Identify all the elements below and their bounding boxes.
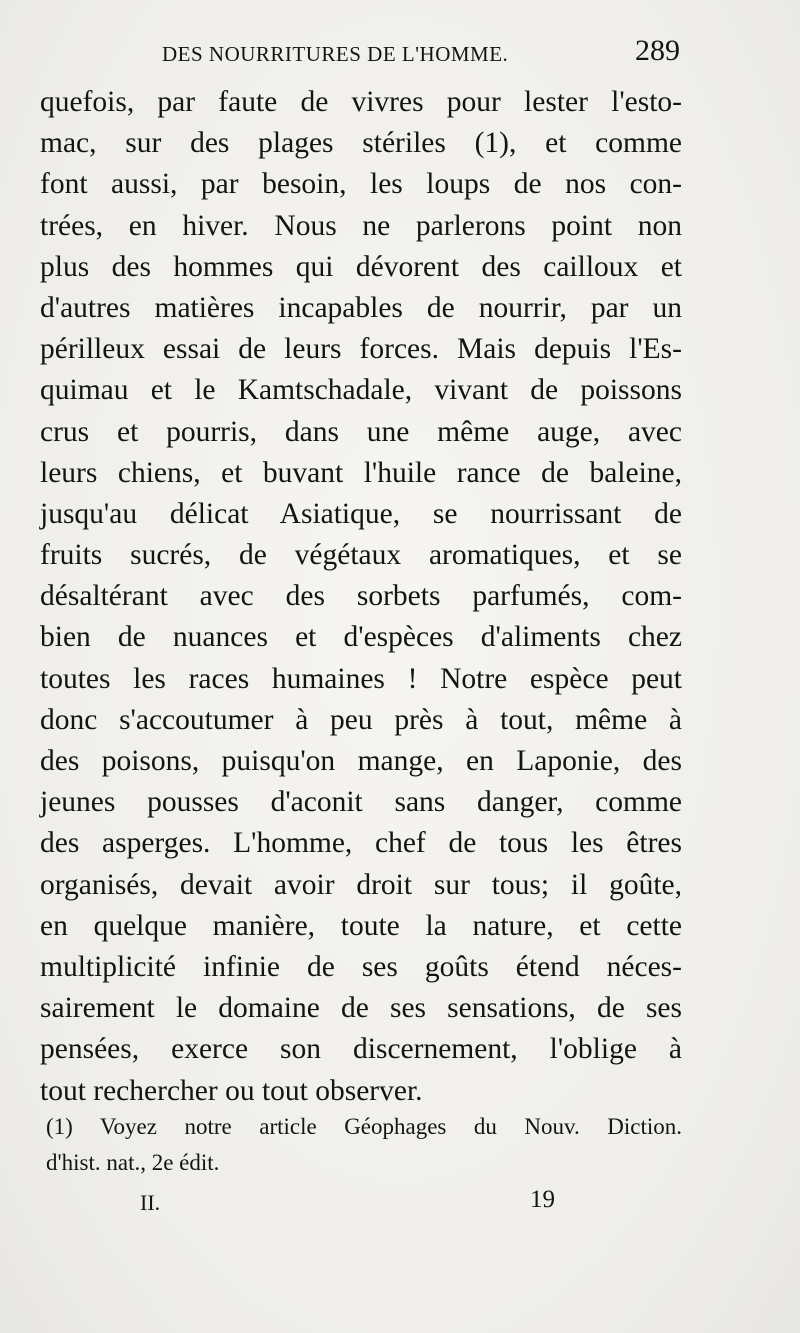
text-line: d'autres matières incapables de nourrir, par un <box>40 291 682 324</box>
text-line: sairement le domaine de ses sensations, de ses <box>40 992 682 1025</box>
footnote <box>46 1109 682 1181</box>
text-line: font aussi, par besoin, les loups de nos con- <box>40 168 682 201</box>
text-line: multiplicité infinie de ses goûts étend néces- <box>40 950 682 983</box>
text-line: quimau et le Kamtschadale, vivant de poissons <box>40 374 682 407</box>
text-line: fruits sucrés, de végétaux aromatiques, et se <box>40 539 682 572</box>
text-line: jusqu'au délicat Asiatique, se nourrissant de <box>40 497 682 530</box>
text-line: tout rechercher ou tout observer. <box>40 1074 423 1107</box>
text-line: toutes les races humaines ! Notre espèce peut <box>40 662 682 695</box>
text-line: jeunes pousses d'aconit sans danger, comme <box>40 786 682 819</box>
text-line: leurs chiens, et buvant l'huile rance de baleine, <box>40 456 682 489</box>
text-line: pensées, exerce son discernement, l'oblige à <box>40 1033 682 1066</box>
gathering-number: 19 <box>530 1186 555 1213</box>
main-text <box>40 82 682 1112</box>
text-line: des poisons, puisqu'on mange, en Laponie, des <box>40 745 682 777</box>
text-line: désaltérant avec des sorbets parfumés, com- <box>40 580 682 613</box>
text-line: en quelque manière, toute la nature, et cette <box>40 909 682 942</box>
text-line: des asperges. L'homme, chef de tous les êtres <box>40 827 682 860</box>
text-line: trées, en hiver. Nous ne parlerons point non <box>40 209 682 242</box>
text-line: quefois, par faute de vivres pour lester l'esto- <box>40 86 682 118</box>
page-number: 289 <box>635 34 680 67</box>
footnote-line: (1) Voyez notre article Géophages du Nouv. Diction. <box>46 1114 682 1139</box>
text-line: organisés, devait avoir droit sur tous; il goûte, <box>40 868 682 901</box>
text-line: plus des hommes qui dévorent des cailloux et <box>40 250 682 283</box>
text-line: mac, sur des plages stériles (1), et comme <box>40 127 682 160</box>
running-head <box>150 34 680 74</box>
footnote-line: d'hist. nat., 2e édit. <box>46 1150 220 1175</box>
text-line: donc s'accoutumer à peu près à tout, même à <box>40 703 682 736</box>
text-line: bien de nuances et d'espèces d'aliments chez <box>40 621 682 654</box>
signature-mark: II. <box>140 1190 161 1215</box>
running-title: DES NOURRITURES DE L'HOMME. <box>162 42 509 66</box>
text-line: crus et pourris, dans une même auge, avec <box>40 415 682 448</box>
text-line: périlleux essai de leurs forces. Mais depuis l'Es- <box>40 333 682 366</box>
